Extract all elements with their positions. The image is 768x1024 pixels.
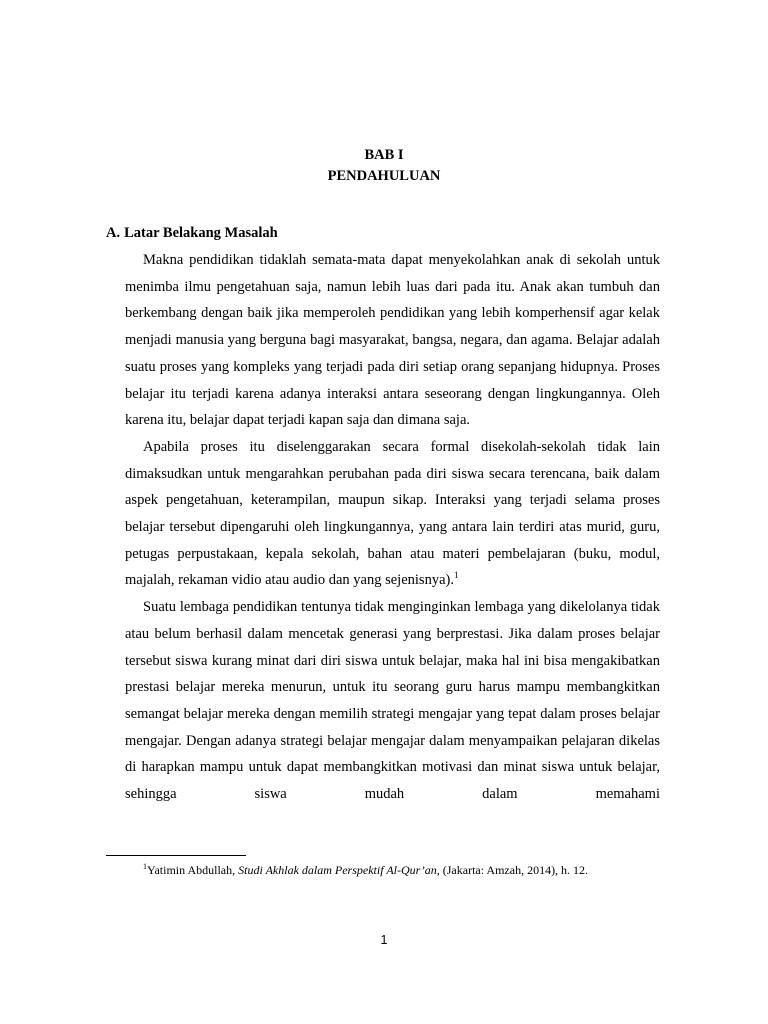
chapter-number: BAB I (364, 147, 404, 163)
footnote-reference[interactable]: 1 (453, 570, 459, 581)
section-marker: A. (106, 225, 121, 241)
footnote (143, 861, 588, 879)
paragraph-3: Suatu lembaga pendidikan tentunya tidak menginginkan lembaga yang dikelolanya tidak atau belum berhasil dalam mencetak generasi yang berprestasi. Jika dalam proses belajar tersebut siswa kurang minat dari diri siswa untuk belajar, maka hal ini bisa mengakibatkan prestasi belajar mereka menurun, untuk itu seorang guru harus mampu membangkitkan semangat belajar mereka dengan memilih strategi mengajar yang tepat dalam proses belajar mengajar. Dengan adanya strategi belajar mengajar dalam menyampaikan pelajaran dikelas di harapkan mampu untuk dapat membangkitkan motivasi dan minat siswa untuk belajar, sehingga siswa mudah dalam memahami (125, 599, 660, 803)
page-number: 1 (380, 933, 388, 947)
footnote-publication: (Jakarta: Amzah, 2014), h. 12. (439, 863, 589, 877)
body-text (125, 247, 660, 808)
paragraph-2-text: Apabila proses itu diselenggarakan secara formal disekolah-sekolah tidak lain dimaksudkan untuk mengarahkan perubahan pada diri siswa secara terencana, baik dalam aspek pengetahuan, keterampilan, maupun sikap. Interaksi yang terjadi selama proses belajar tersebut dipengaruhi oleh lingkungannya, yang antara lain terdiri atas murid, guru, petugas perpustakaan, kepala sekolah, bahan atau materi pembelajaran (buku, modul, majalah, rekaman vidio atau audio dan yang sejenisnya). (125, 438, 660, 589)
footnote-author: Yatimin Abdullah, (147, 863, 239, 877)
footnote-book-title: Studi Akhlak dalam Perspektif Al-Qur’an, (238, 863, 440, 877)
paragraph-2 (125, 434, 660, 594)
footnote-separator (106, 855, 246, 856)
section-heading (106, 223, 278, 243)
footnote-number: 1 (143, 862, 147, 871)
paragraph-1: Makna pendidikan tidaklah semata-mata dapat menyekolahkan anak di sekolah untuk menimba ilmu pengetahuan saja, namun lebih luas dari pada itu. Anak akan tumbuh dan berkembang dengan baik jika memperoleh pendidikan yang lebih komperhensif agar kelak menjadi manusia yang berguna bagi masyarakat, bangsa, negara, dan agama. Belajar adalah suatu proses yang kompleks yang terjadi pada diri setiap orang sepanjang hidupnya. Proses belajar itu terjadi karena adanya interaksi antara seseorang dengan lingkungannya. Oleh karena itu, belajar dapat terjadi kapan saja dan dimana saja. (125, 252, 660, 429)
section-title: Latar Belakang Masalah (124, 225, 278, 241)
chapter-title: PENDAHULUAN (327, 168, 441, 184)
